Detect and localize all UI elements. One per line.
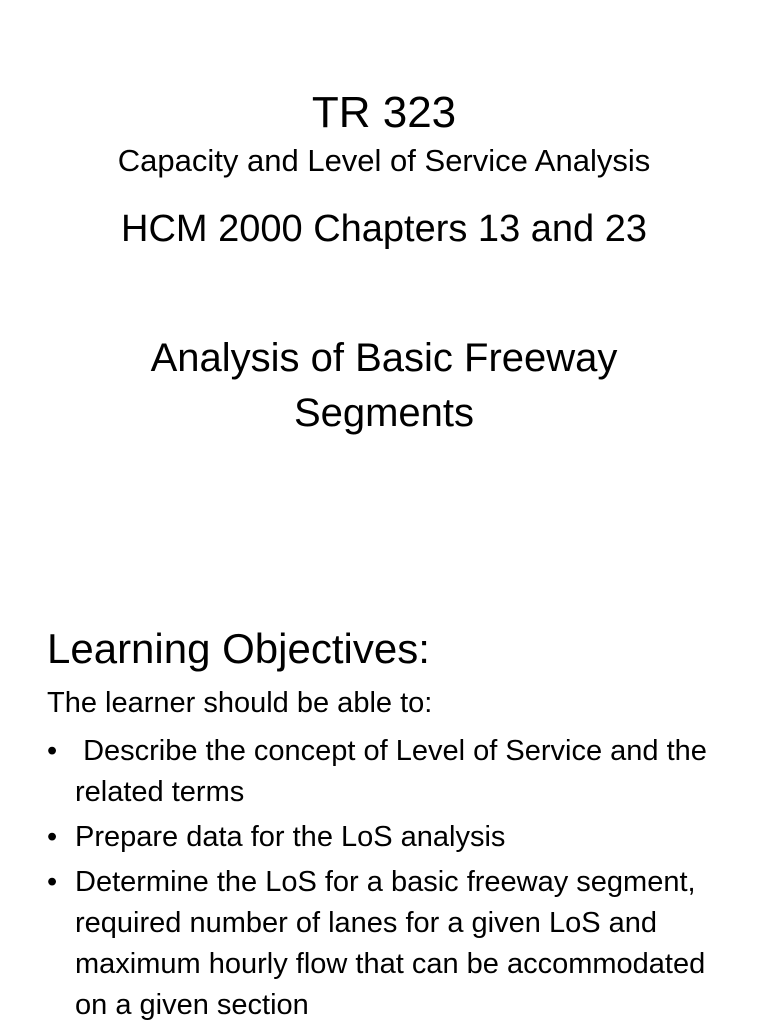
objective-item xyxy=(47,817,737,858)
objectives-heading: Learning Objectives: xyxy=(47,625,430,672)
bullet-icon: • xyxy=(47,821,58,853)
objective-text: Describe the concept of Level of Service and the related terms xyxy=(75,735,715,808)
objective-item xyxy=(47,731,737,813)
topic-title-line-2: Segments xyxy=(293,391,475,435)
course-name: Capacity and Level of Service Analysis xyxy=(117,143,651,178)
objectives-intro: The learner should be able to: xyxy=(47,687,433,719)
objective-text: Prepare data for the LoS analysis xyxy=(75,821,506,853)
chapters-reference: HCM 2000 Chapters 13 and 23 xyxy=(121,208,647,250)
bullet-icon: • xyxy=(47,866,58,898)
objective-item xyxy=(47,862,737,1024)
learning-objectives-section xyxy=(47,623,737,1024)
bullet-icon: • xyxy=(47,735,58,767)
topic-title xyxy=(0,331,768,441)
topic-title-line-1: Analysis of Basic Freeway xyxy=(150,336,618,380)
course-code: TR 323 xyxy=(311,88,457,137)
objective-text: Determine the LoS for a basic freeway segment, required number of lanes for a given LoS and maximum hourly flow that can be accommodated on a given section xyxy=(75,866,706,1021)
objectives-list xyxy=(47,731,737,1024)
